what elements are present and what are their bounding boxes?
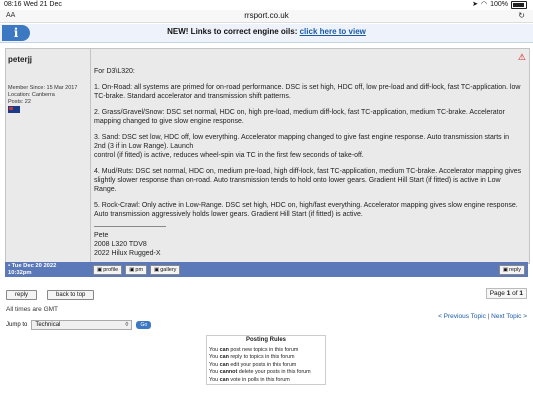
posting-rule: You cannot delete your posts in this forum [209,369,311,375]
member-since: Member Since: 15 Mar 2017 [8,85,78,91]
pm-button[interactable]: ▣ pm [125,265,147,275]
text-size-button[interactable]: AA [6,12,16,19]
current-page: 1 [506,290,511,297]
jump-to-label: Jump to [6,322,28,328]
posting-rules-title: Posting Rules [245,337,286,343]
author-location: Location: Canberra [8,92,55,98]
post-reply-button[interactable]: ▣ reply [499,265,525,275]
profile-button[interactable]: ▣ profile [93,265,122,275]
post-author-name[interactable]: peterjj [8,55,33,64]
banner-prefix: NEW! Links to correct engine oils: [167,27,298,36]
location-icon: ➤ [472,1,478,8]
post-paragraph: 4. Mud/Ruts: DSC set normal, HDC on, medium pre-load, high diff-lock, fast TC-application, medium TC-brake. Accelerator mapping gives slightly slower response than on-road. Auto transmission tends to hold onto lower gears. Gradient Hill Start (if fitted) is active in Low Range. [94,168,522,193]
posting-rule: You can reply to topics in this forum [209,354,295,360]
post-body [94,67,522,258]
post-footer-bar [5,262,528,277]
forum-post [5,48,530,264]
post-paragraph: 3. Sand: DSC set low, HDC off, low everything. Accelerator mapping changed to give fast engine response. Auto transmission starts in 2nd (3 if in Low Range). Launch control (if fitted) is active, reduces wheel-spin via TC in the first few seconds of take-off. [94,134,510,159]
status-bar [0,0,533,10]
post-signature [94,226,166,258]
jump-to [6,320,151,330]
browser-url-bar[interactable] [0,10,533,23]
post-author-meta [8,85,77,106]
post-date-time: 10:32pm [8,269,32,276]
next-topic-link[interactable]: Next Topic [491,313,522,320]
report-warning-icon[interactable]: ⚠ [517,52,526,62]
topic-nav-separator: | [487,313,490,320]
previous-topic-link[interactable]: Previous Topic [443,313,486,320]
total-pages: 1 [519,290,523,297]
chevron-left-icon: < [438,313,442,320]
url-text[interactable]: rrsport.co.uk [244,11,289,20]
reply-button[interactable]: reply [6,290,37,300]
post-user-buttons [93,265,180,275]
status-right [472,0,527,10]
wifi-icon: ◠ [480,1,488,8]
status-date: Wed 21 Dec [23,1,62,8]
posting-rule: You can vote in polls in this forum [209,376,290,383]
signature-line: 2008 L320 TDV8 [94,241,147,248]
post-paragraph: 2. Grass/Gravel/Snow: DSC set normal, HDC on, high pre-load, medium diff-lock, fast TC-application, medium TC-brake. Accelerator mapping changed to give slow engine response. [94,109,505,125]
author-post-count: Posts: 22 [8,99,31,105]
jump-to-select[interactable]: Technical ◊ [31,320,132,330]
topic-actions [6,290,94,300]
pagination: Page 1 of 1 [486,288,527,299]
gallery-icon: ▣ [154,267,160,273]
signature-line: Pete [94,232,109,239]
reply-icon: ▣ [502,267,509,273]
post-date-day: ▪ Tue Dec 20 2022 [8,263,57,269]
battery-icon [511,1,527,9]
post-paragraph: 1. On-Road: all systems are primed for on-road performance. DSC is set high, HDC off, low pre-load and diff-lock, fast TC-application. low TC-brake. Standard accelerator and transmission shift patterns. [94,84,521,100]
pm-icon: ▣ [129,267,135,273]
posting-rules [206,335,326,385]
topic-navigation [438,313,527,320]
post-paragraph: For D3\L320: [94,68,135,75]
announcement-banner [0,24,533,43]
timezone-note: All times are GMT [6,306,59,313]
banner-link[interactable]: click here to view [299,27,366,36]
posting-rule: You can post new topics in this forum [209,346,299,353]
profile-icon: ▣ [97,267,103,273]
status-time-date [4,0,62,10]
reload-icon[interactable]: ↻ [518,11,525,20]
post-author-column [6,49,91,263]
post-paragraph: 5. Rock-Crawl: Only active in Low-Range. DSC set high, HDC on, high/fast everything. Accelerator mapping gives slow engine response. Auto transmission aggressively holds lower gears. Gradient Hill Start (if fitted) is active. [94,202,518,218]
gallery-button[interactable]: ▣ gallery [150,265,180,275]
go-button[interactable]: Go [136,321,151,329]
battery-percent: 100% [490,1,508,8]
chevron-right-icon: > [523,313,527,320]
status-time: 08:16 [4,1,22,8]
australia-flag-icon [8,106,20,113]
banner-message [0,27,533,36]
signature-line: 2022 Hilux Rugged-X [94,250,161,257]
post-date [8,263,56,276]
back-to-top-button[interactable]: back to top [47,290,94,300]
info-icon: i [2,25,30,41]
posting-rule: You can edit your posts in this forum [209,361,297,368]
